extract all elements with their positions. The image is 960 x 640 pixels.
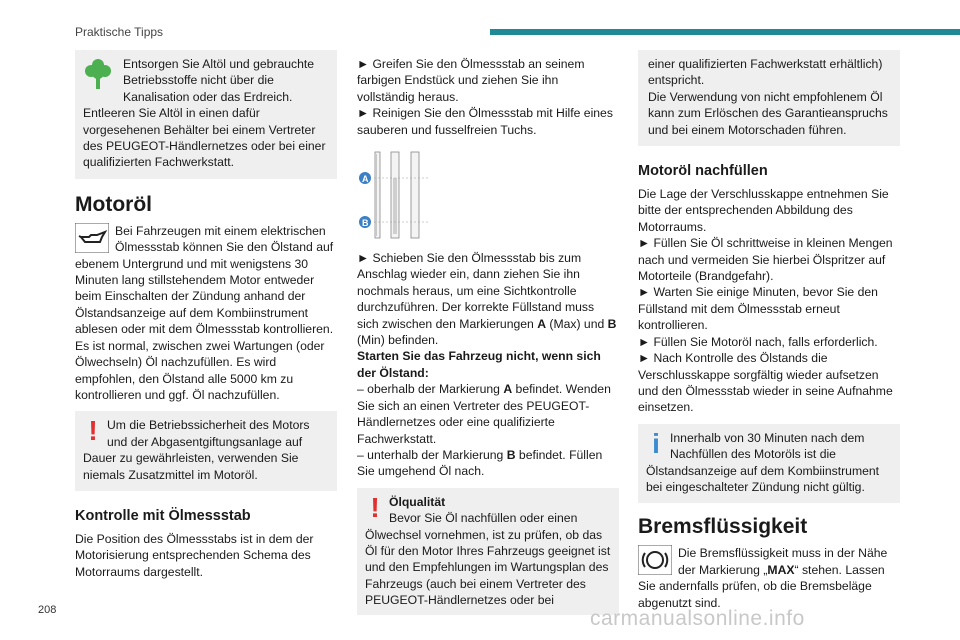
exclamation-icon: ! <box>370 491 380 523</box>
watermark: carmanualsonline.info <box>590 607 805 630</box>
page-number: 208 <box>38 604 57 616</box>
brake-max-label: MAX <box>767 562 795 577</box>
do-not-start-warning: Starten Sie das Fahrzeug nicht, wenn sich der Ölstand: <box>357 349 601 380</box>
tree-icon <box>83 56 119 90</box>
motoroil-intro-text-2: Es ist normal, zwischen zwei Wartungen (oder Ölwechseln) Öl nachzufüllen. Es wird empfohlen, den Ölstand alle 5000 km zu kontrollieren und ggf. Öl nachzufüllen. <box>75 338 325 402</box>
oil-quality-continued-box <box>638 50 900 146</box>
info-text: Innerhalb von 30 Minuten nach dem Nachfüllen des Motoröls ist die Ölstandsanzeige auf dem Kombiinstrument bei eingeschalteter Zündung nicht gültig. <box>646 430 880 494</box>
refill-step-3: ► Füllen Sie Motoröl nach, falls erforderlich. <box>638 334 878 349</box>
refill-oil-heading: Motoröl nachfüllen <box>638 163 768 180</box>
brake-text-end: “ stehen. Lassen Sie andernfalls prüfen, ob die Bremsbeläge abgenutzt sind. <box>638 562 885 610</box>
refill-step-4: ► Nach Kontrolle des Ölstands die Verschlusskappe sorgfältig wieder aufsetzen und den Ölmessstab wieder in seine Aufnahme einsetzen. <box>638 351 893 415</box>
refill-intro: Die Lage der Verschlusskappe entnehmen Sie bitte der entsprechenden Abbildung des Motorraums. <box>638 187 889 234</box>
column-1 <box>75 50 337 580</box>
column-2 <box>357 50 619 615</box>
refill-step-1: ► Füllen Sie Öl schrittweise in kleinen Mengen nach und vermeiden Sie hierbei Ölspritzer auf Motorteile (Brandgefahr). <box>638 236 893 284</box>
warning-box <box>75 411 337 491</box>
exclamation-icon: ! <box>88 415 98 447</box>
oil-quality-text: Bevor Sie Öl nachfüllen oder einen Ölwechsel vornehmen, ist zu prüfen, ob das Öl für den Motor Ihres Fahrzeugs geeignet ist und den Empfehlungen im Wartungsplan des Fahrzeugs (auch bei einem Vertreter des PEUGEOT-Händlernetzes oder bei <box>365 511 611 608</box>
eco-note-text-2: Entleeren Sie Altöl in einen dafür vorgesehenen Behälter bei einem Vertreter des PEUGEOT-Händlernetzes oder bei einer qualifizierten Fachwerkstatt. <box>83 106 326 170</box>
oil-can-icon <box>75 223 111 253</box>
dash1-text-start: – oberhalb der Markierung <box>357 382 504 397</box>
dipstick-check-heading: Kontrolle mit Ölmessstab <box>75 507 251 524</box>
dash1-marker-a: A <box>503 382 513 397</box>
step3-marker-b: B <box>607 316 617 331</box>
dash1-text-end: befindet. Wenden Sie sich an einen Vertreter des PEUGEOT-Händlernetzes oder eine qualifizierte Fachwerkstatt. <box>357 382 611 446</box>
dipstick-illustration <box>357 150 619 242</box>
column-3 <box>638 50 900 611</box>
brake-fluid-text <box>638 545 900 611</box>
dipstick-check-text: Die Position des Ölmessstabs ist in dem der Motorisierung entsprechenden Schema des Motorraums dargestellt. <box>75 531 314 579</box>
continued-text-1: einer qualifizierten Fachwerkstatt erhältlich) entspricht. <box>648 57 883 88</box>
refill-step-2: ► Warten Sie einige Minuten, bevor Sie den Füllstand mit dem Ölmessstab erneut kontrollieren. <box>638 285 878 333</box>
dash2-text-start: – unterhalb der Markierung <box>357 447 507 462</box>
step3-text-mid: (Max) und <box>546 316 608 331</box>
header-accent-bar <box>490 29 960 35</box>
oil-quality-title: Ölqualität <box>389 494 446 509</box>
motoroil-intro-text: Bei Fahrzeugen mit einem elektrischen Ölmessstab können Sie den Ölstand auf ebenem Untergrund und mit wenigstens 30 Minuten lang stillstehendem Motor entweder beim Einschalten der Zündung anhand der Ölstandsanzeige auf dem Kombiinstrument ablesen oder mit dem Ölmessstab kontrollieren. <box>75 223 334 337</box>
marker-a-label: A <box>362 174 369 185</box>
dash2-marker-b: B <box>506 447 516 462</box>
brake-warning-icon <box>638 545 674 575</box>
eco-note-text-1: Entsorgen Sie Altöl und gebrauchte Betriebsstoffe nicht über die Kanalisation oder das Erdreich. <box>123 57 315 104</box>
continued-text-2: Die Verwendung von nicht empfohlenem Öl kann zum Erlöschen des Garantieanspruchs und bei einem Motorschaden führen. <box>648 89 888 137</box>
step3-text-end: (Min) befinden. <box>357 333 439 348</box>
above-mark-note <box>357 381 619 447</box>
dash2-text-end: befindet. Füllen Sie umgehend Öl nach. <box>357 447 603 479</box>
motoroil-heading: Motoröl <box>75 192 152 216</box>
step-clean-dipstick: ► Reinigen Sie den Ölmessstab mit Hilfe eines sauberen und fusselfreien Tuchs. <box>357 106 613 137</box>
step3-marker-a: A <box>537 316 547 331</box>
brake-fluid-heading: Bremsflüssigkeit <box>638 515 808 539</box>
info-box <box>638 424 900 504</box>
info-icon: i <box>652 427 660 459</box>
step-reinsert-dipstick <box>357 250 619 348</box>
warning-text: Um die Betriebssicherheit des Motors und der Abgasentgiftungsanlage auf Dauer zu gewährleisten, verwenden Sie niemals Zusatzmittel im Motoröl. <box>83 418 310 482</box>
header-section-title: Praktische Tipps <box>75 25 164 39</box>
brake-fluid-section <box>638 545 900 611</box>
below-mark-note <box>357 447 619 480</box>
brake-text-start: Die Bremsflüssigkeit muss in der Nähe der Markierung „ <box>678 546 888 577</box>
step3-text-start: ► Schieben Sie den Ölmessstab bis zum Anschlag wieder ein, dann ziehen Sie ihn nochmals heraus, um eine Sichtkontrolle durchzuführen. Der korrekte Füllstand muss sich zwischen den Markierungen <box>357 251 595 331</box>
eco-note-box <box>75 50 337 179</box>
step-pull-dipstick: ► Greifen Sie den Ölmessstab an seinem farbigen Endstück und ziehen Sie ihn vollständig heraus. <box>357 57 585 104</box>
marker-b-label: B <box>362 218 369 229</box>
motoroil-intro <box>75 223 337 403</box>
oil-quality-box <box>357 488 619 615</box>
